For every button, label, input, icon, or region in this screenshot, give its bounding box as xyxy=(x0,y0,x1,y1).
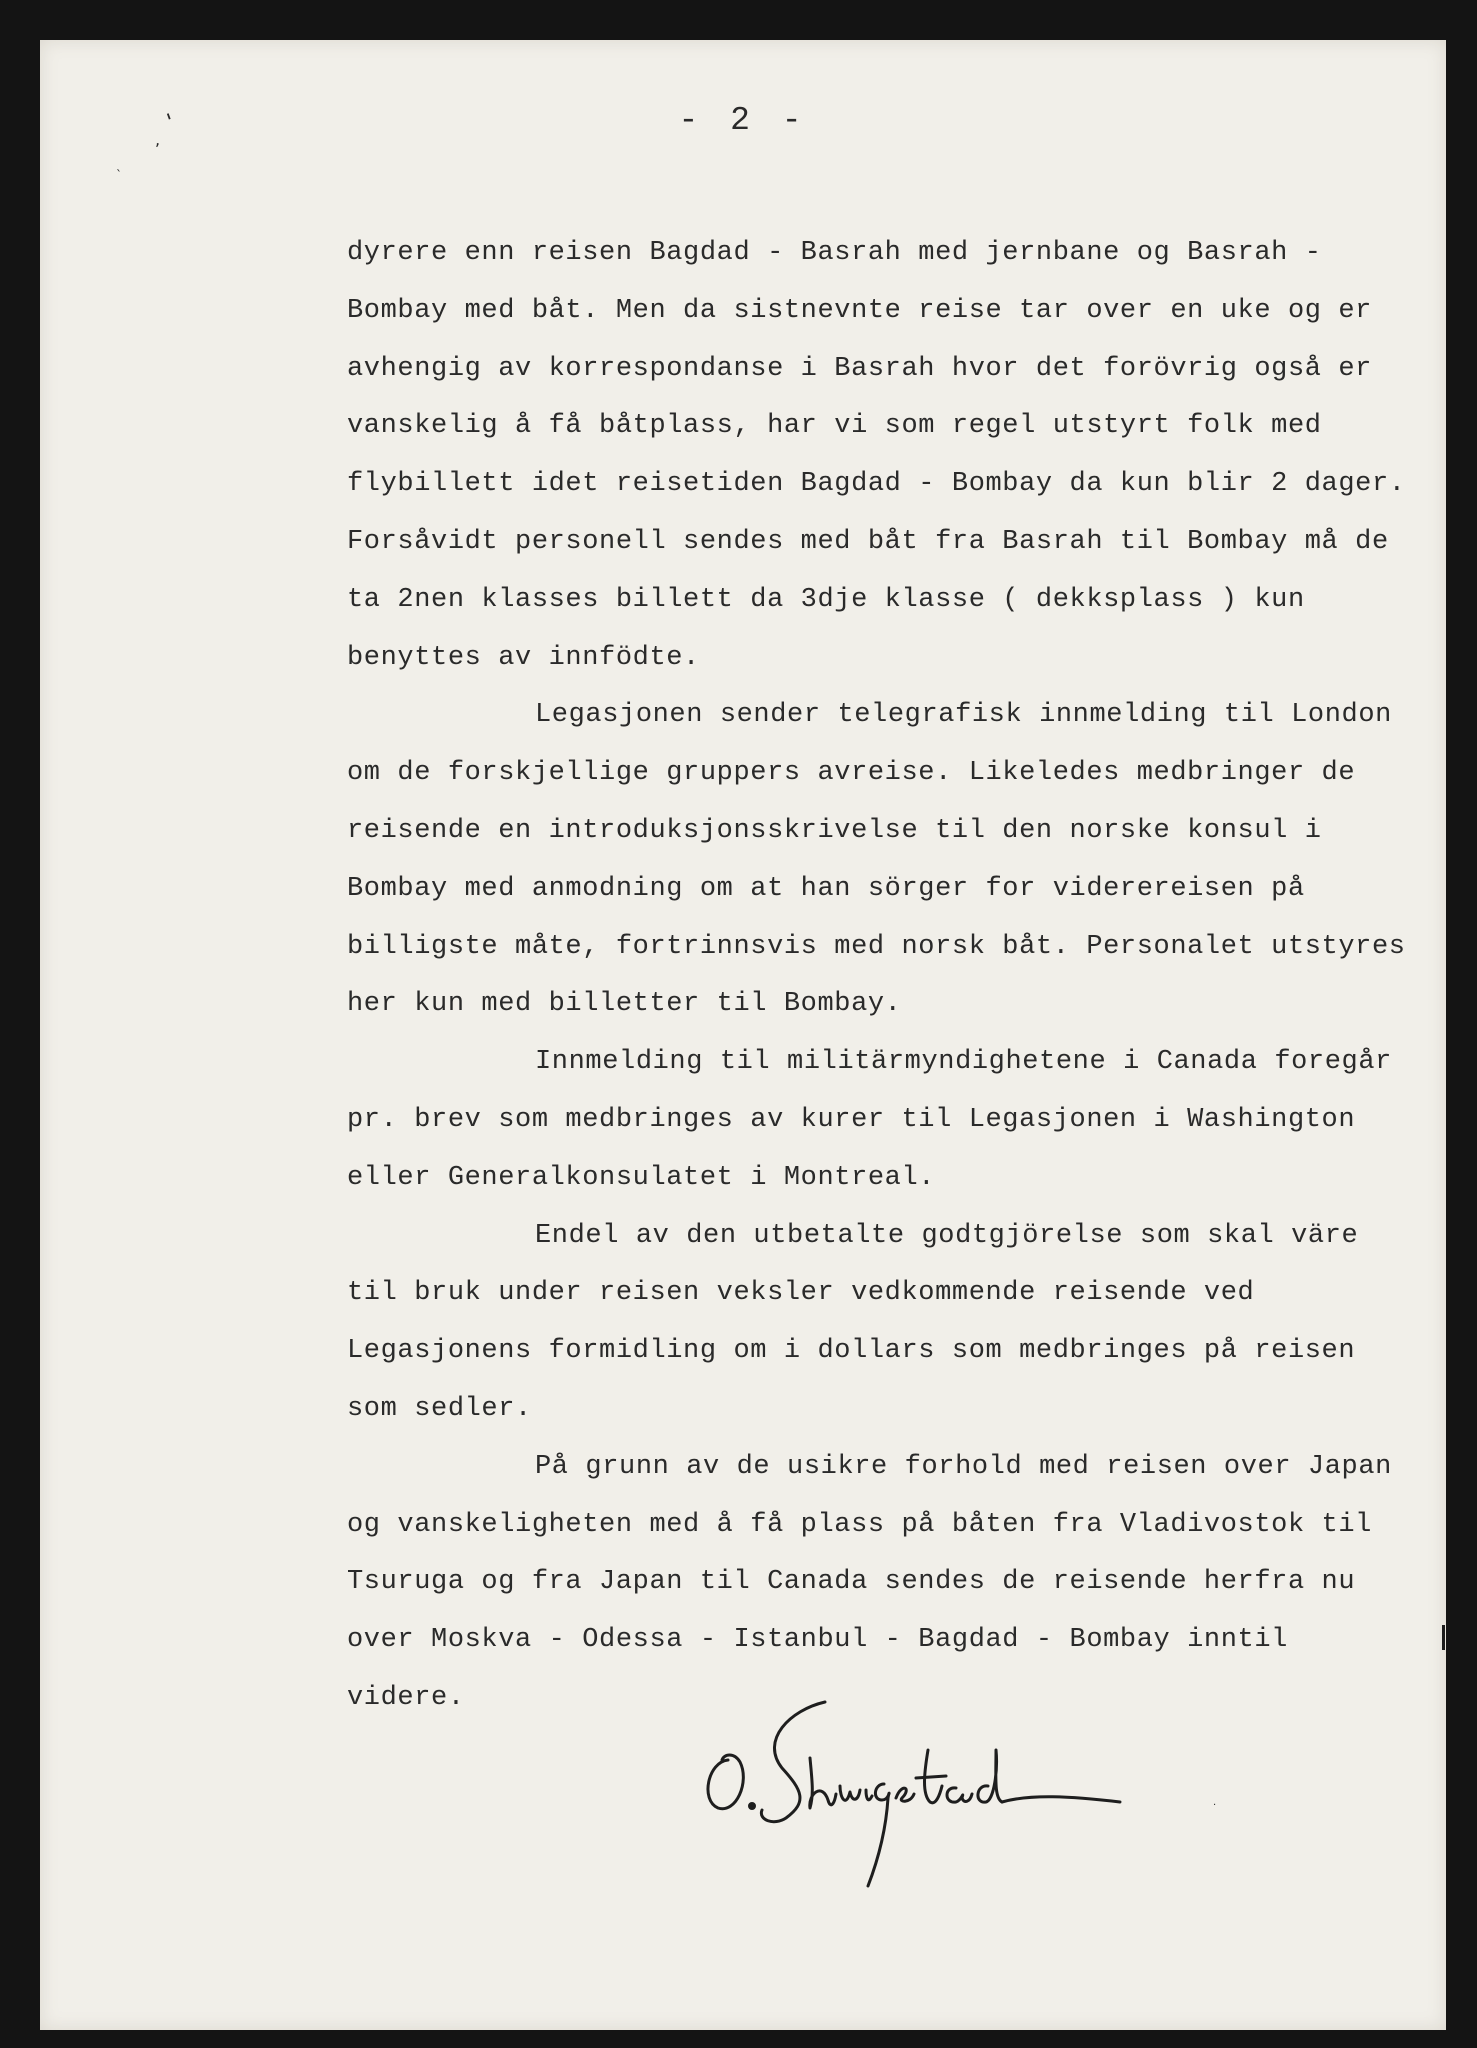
stray-ink-mark: ` xyxy=(116,168,122,182)
page-number: - 2 - xyxy=(678,102,808,139)
paragraph-continuation: dyrere enn reisen Bagdad - Basrah med jernbane og Basrah - Bombay med båt. Men da sistnevnte reise tar over en uke og er avhengig av korrespondanse i Basrah hvor det forövrig også er vanskelig å få båtplass, har vi som regel utstyrt folk med flybillett idet reisetiden Bagdad - Bombay da kun blir 2 dager. Forsåvidt personell sendes med båt fra Basrah til Bombay må de ta 2nen klasses billett da 3dje klasse ( dekksplass ) kun benyttes av innfödte. xyxy=(347,238,1406,673)
stray-ink-mark: · xyxy=(1213,1800,1217,1811)
document-page xyxy=(40,40,1446,2030)
paragraph-currency-exchange: Endel av den utbetalte godtgjörelse som skal väre til bruk under reisen veksler vedkommende reisende ved Legasjonens formidling om i dollars som medbringes på reisen som sedler. xyxy=(347,1220,1359,1424)
margin-mark xyxy=(1442,1625,1445,1650)
stray-ink-mark: , xyxy=(155,130,161,149)
paragraph-canada-registration: Innmelding til militärmyndighetene i Canada foregår pr. brev som medbringes av kurer til Legasjonen i Washington eller Generalkonsulatet i Montreal. xyxy=(347,1047,1392,1193)
letter-body xyxy=(347,225,1417,1728)
signature xyxy=(690,1690,1130,1890)
paragraph-legation-notice: Legasjonen sender telegrafisk innmelding til London om de forskjellige gruppers avreise. Likeledes medbringer de reisende en introduksjonsskrivelse til den norske konsul i Bombay med anmodning om at han sörger for viderereisen på billigste måte, fortrinnsvis med norsk båt. Personalet utstyres her kun med billetter til Bombay. xyxy=(347,700,1406,1020)
stray-ink-mark: ' xyxy=(163,109,179,136)
paragraph-travel-route: På grunn av de usikre forhold med reisen over Japan og vanskeligheten med å få plass på båten fra Vladivostok til Tsuruga og fra Japan til Canada sendes de reisende herfra nu over Moskva - Odessa - Istanbul - Bagdad - Bombay inntil videre. xyxy=(347,1451,1392,1713)
